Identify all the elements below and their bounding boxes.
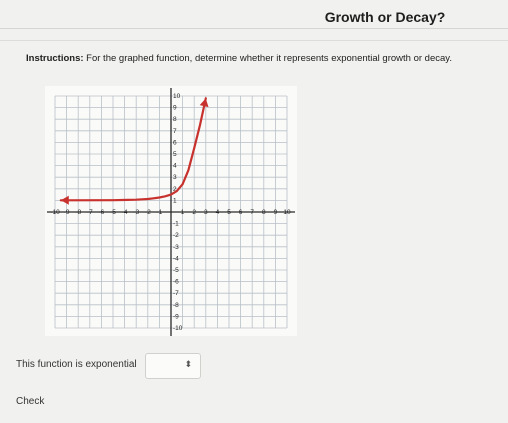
y-tick-label: -5 [173,267,179,274]
y-tick-label: -2 [173,232,179,240]
x-tick-label: 8 [261,209,266,216]
instructions [26,53,501,64]
updown-arrows-icon: ⬍ [184,360,192,370]
x-tick-label: -4 [121,209,128,216]
y-tick-label: 4 [173,162,177,170]
x-tick-label: 9 [273,209,278,216]
instructions-text: For the graphed function, determine whether it represents exponential growth or decay. [83,53,452,64]
y-tick-label: 1 [173,197,177,205]
top-border [0,28,508,29]
y-tick-label: 3 [173,174,177,182]
y-tick-label: 2 [173,185,177,193]
x-tick-label: 6 [238,209,243,216]
y-tick-label: -9 [173,313,179,321]
x-tick-label: -8 [75,209,82,216]
y-tick-label: 6 [173,139,177,147]
x-tick-label: -10 [50,209,60,216]
growth-decay-select[interactable] [145,353,201,379]
x-tick-label: -6 [98,209,105,216]
y-tick-label: 5 [173,151,177,158]
x-tick-label: 5 [227,209,231,216]
x-tick-label: -7 [86,209,93,216]
y-tick-label: -4 [173,255,179,263]
x-tick-label: -9 [63,209,70,216]
x-tick-label: -3 [133,209,140,216]
instructions-label: Instructions: [26,53,84,64]
x-tick-label: 2 [192,209,197,216]
page-title: Growth or Decay? [324,9,446,25]
y-tick-label: -3 [173,243,179,251]
x-tick-label: 10 [283,209,291,216]
check-button[interactable]: Check [16,396,45,407]
x-tick-label: -2 [144,209,151,216]
x-tick-label: -1 [156,209,163,216]
y-tick-label: -8 [173,301,179,309]
x-tick-label: 3 [203,209,208,216]
x-tick-label: 4 [215,209,220,216]
y-tick-label: 8 [173,116,177,124]
x-tick-label: -5 [110,209,116,216]
y-tick-label: -10 [173,325,183,332]
y-tick-label: 9 [173,104,177,112]
answer-prompt: This function is exponential [16,359,137,370]
x-tick-label: 1 [180,209,185,216]
y-tick-label: 10 [173,93,181,100]
x-tick-label: 7 [250,209,255,216]
y-tick-label: 7 [173,127,177,135]
y-tick-label: -6 [173,278,179,286]
function-graph [36,76,306,336]
y-tick-label: -1 [173,220,179,228]
title-divider [0,40,508,41]
y-tick-label: -7 [173,290,179,298]
